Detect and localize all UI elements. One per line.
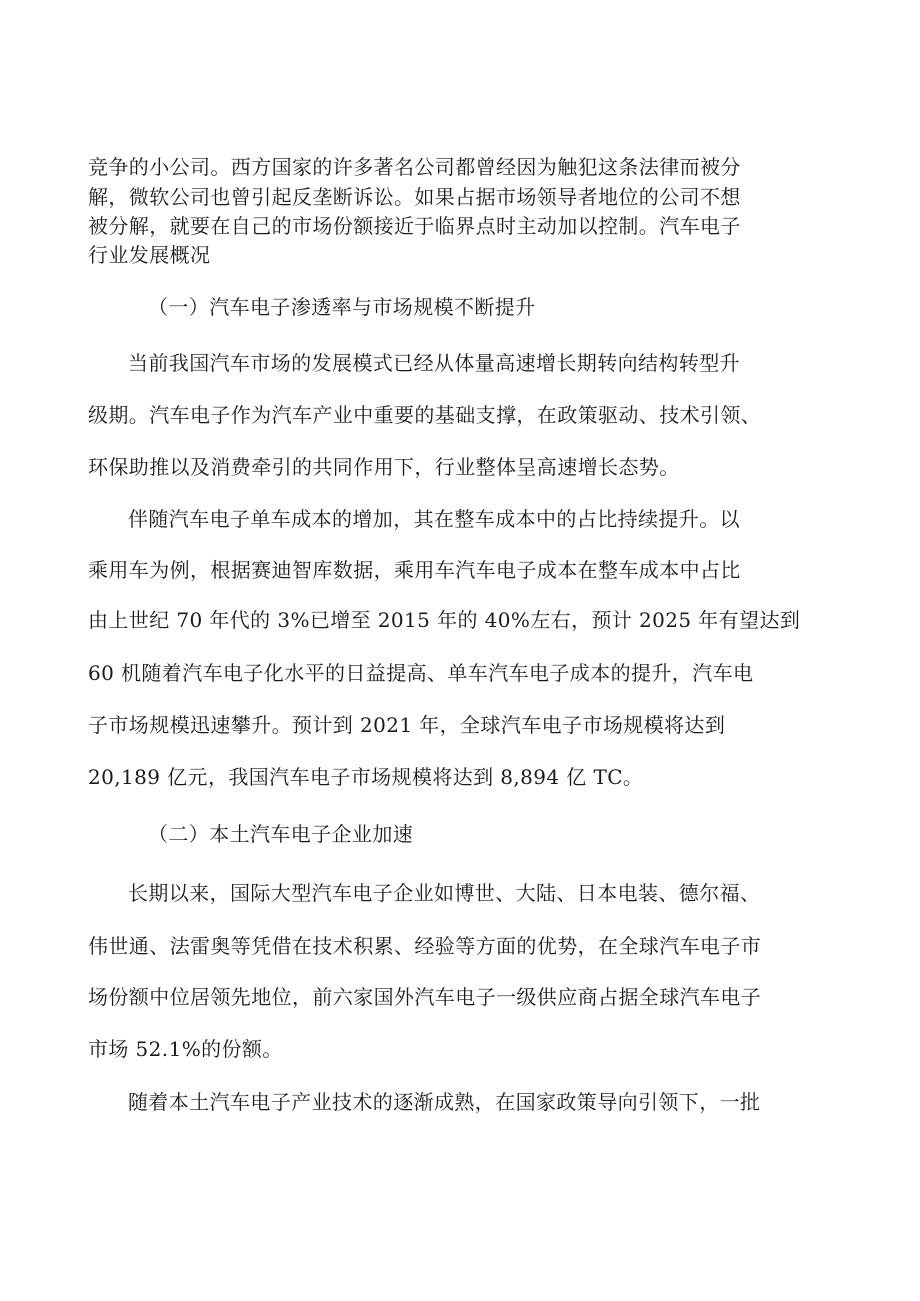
text-line: 竞争的小公司。西方国家的许多著名公司都曾经因为触犯这条法律而被分 bbox=[88, 155, 741, 179]
text-line: 乘用车为例，根据赛迪智库数据，乘用车汽车电子成本在整车成本中占比 bbox=[88, 558, 741, 582]
text-line: 级期。汽车电子作为汽车产业中重要的基础支撑，在政策驱动、技术引领、 bbox=[88, 403, 762, 427]
text-line: 环保助推以及消费牵引的共同作用下，行业整体呈高速增长态势。 bbox=[88, 455, 680, 479]
text-line: 场份额中位居领先地位，前六家国外汽车电子一级供应商占据全球汽车电子 bbox=[88, 985, 762, 1009]
text-line: 由上世纪 70 年代的 3%已增至 2015 年的 40%左右，预计 2025 年有望达到 bbox=[88, 608, 801, 632]
text-line: 解，微软公司也曾引起反垄断诉讼。如果占据市场领导者地位的公司不想 bbox=[88, 185, 741, 209]
section-heading-1: （一）汽车电子渗透率与市场规模不断提升 bbox=[148, 295, 536, 319]
text-line: 60 机随着汽车电子化水平的日益提高、单车汽车电子成本的提升，汽车电 bbox=[88, 661, 754, 685]
text-line: 被分解，就要在自己的市场份额接近于临界点时主动加以控制。汽车电子 bbox=[88, 214, 741, 238]
text-line: 市场 52.1%的份额。 bbox=[88, 1037, 283, 1061]
text-line: 伟世通、法雷奥等凭借在技术积累、经验等方面的优势，在全球汽车电子市 bbox=[88, 934, 762, 958]
text-line: 当前我国汽车市场的发展模式已经从体量高速增长期转向结构转型升 bbox=[128, 351, 740, 375]
text-line: 伴随汽车电子单车成本的增加，其在整车成本中的占比持续提升。以 bbox=[128, 507, 740, 531]
text-line: 子市场规模迅速攀升。预计到 2021 年，全球汽车电子市场规模将达到 bbox=[88, 713, 726, 737]
text-line: 20,189 亿元，我国汽车电子市场规模将达到 8,894 亿 TC。 bbox=[88, 765, 644, 789]
text-line: 随着本土汽车电子产业技术的逐渐成熟，在国家政策导向引领下，一批 bbox=[128, 1090, 761, 1114]
text-line: 行业发展概况 bbox=[88, 243, 211, 267]
section-heading-2: （二）本土汽车电子企业加速 bbox=[148, 822, 414, 846]
text-line: 长期以来，国际大型汽车电子企业如博世、大陆、日本电装、德尔福、 bbox=[128, 881, 761, 905]
